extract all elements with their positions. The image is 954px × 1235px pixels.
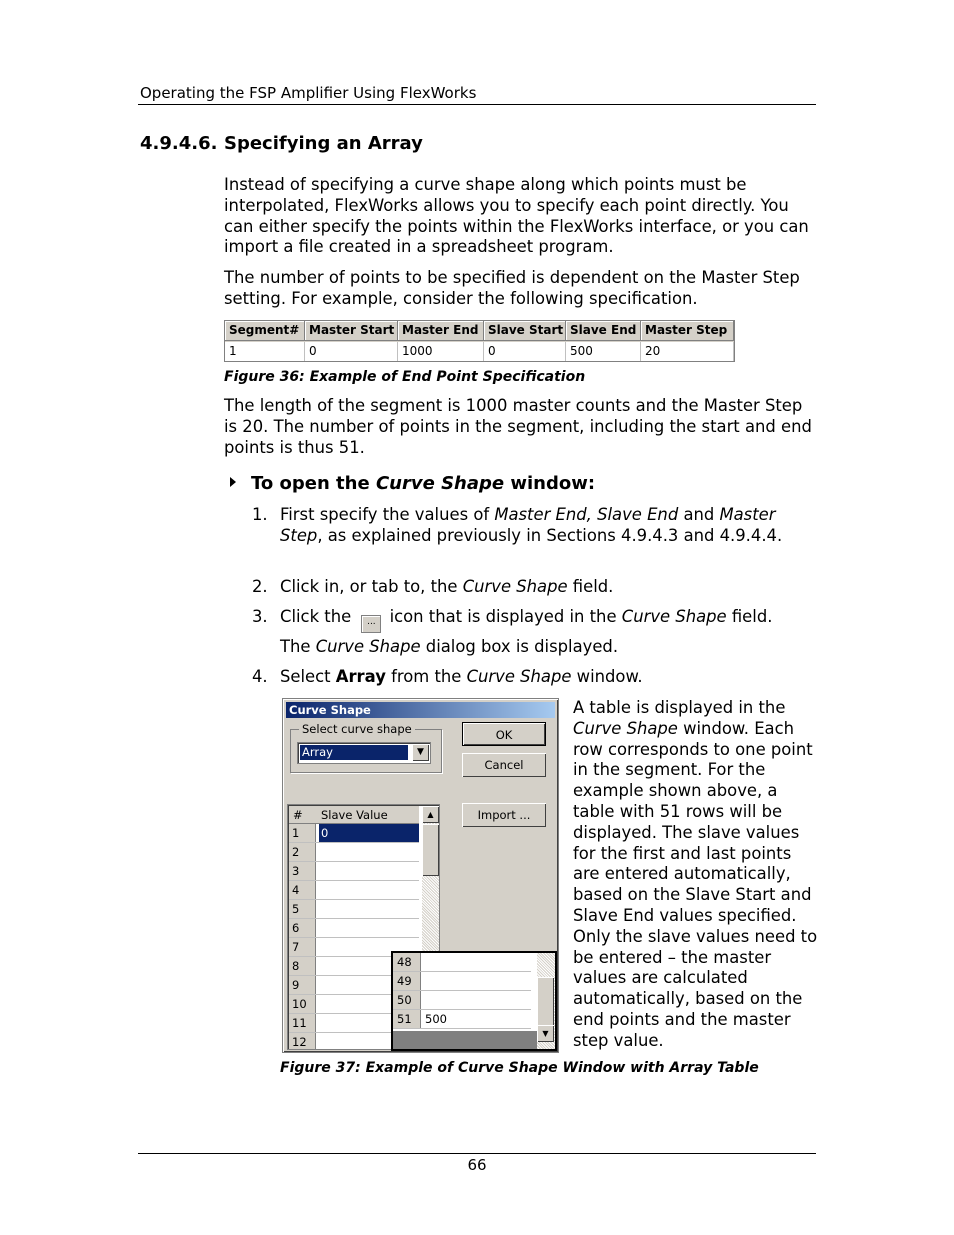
curve-shape-dialog xyxy=(282,698,559,1053)
import-button[interactable]: Import ... xyxy=(462,803,546,827)
data-cell: 500 xyxy=(566,342,641,361)
section-heading xyxy=(140,133,423,154)
paragraph-master-step: The number of points to be specified is dependent on the Master Step setting. For example, consider the following specification. xyxy=(224,268,800,308)
table-row[interactable] xyxy=(289,824,419,843)
slave-value-cell[interactable]: 0 xyxy=(319,824,419,842)
column-header-number: # xyxy=(293,808,303,822)
slave-value-cell[interactable] xyxy=(319,900,419,918)
array-table-end-inset xyxy=(391,951,557,1051)
row-number: 48 xyxy=(393,953,421,971)
row-number: 5 xyxy=(289,900,316,918)
table-row[interactable] xyxy=(289,843,419,862)
end-point-table-header xyxy=(225,321,734,341)
procedure-heading-pre: To open the xyxy=(251,473,376,494)
array-table-header xyxy=(289,806,419,824)
slave-value-cell[interactable] xyxy=(319,862,419,880)
side-em: Curve Shape xyxy=(573,718,678,738)
slave-value-cell[interactable] xyxy=(319,919,419,937)
end-point-table xyxy=(224,320,735,362)
header-cell: Master End xyxy=(398,321,484,341)
row-number: 49 xyxy=(393,972,421,990)
step-em: Master Step xyxy=(280,505,776,545)
row-number: 1 xyxy=(289,824,316,842)
step-em: Curve Shape xyxy=(621,607,727,626)
row-number: 4 xyxy=(289,881,316,899)
slave-value-cell[interactable] xyxy=(319,843,419,861)
section-title: Specifying an Array xyxy=(224,133,423,154)
step-3-note xyxy=(252,637,816,658)
header-cell: Slave End xyxy=(566,321,641,341)
step-text: window. xyxy=(571,667,643,686)
row-number: 7 xyxy=(289,938,316,956)
figure-36-caption: Figure 36: Example of End Point Specification xyxy=(224,369,586,385)
procedure-heading xyxy=(230,473,595,494)
side-paragraph xyxy=(573,698,818,1052)
table-row[interactable] xyxy=(289,919,419,938)
table-row[interactable] xyxy=(393,1010,531,1029)
step-text: , as explained previously in Sections 4.9.4.3 and 4.9.4.4. xyxy=(317,525,783,545)
header-cell: Master Step xyxy=(641,321,734,341)
step-1 xyxy=(252,505,816,547)
step-em: Master End, Slave End xyxy=(494,505,679,524)
data-cell: 0 xyxy=(484,342,566,361)
cancel-button[interactable]: Cancel xyxy=(462,753,546,777)
step-strong: Array xyxy=(335,667,386,686)
row-number: 12 xyxy=(289,1033,316,1050)
row-number: 2 xyxy=(289,843,316,861)
page-number: 66 xyxy=(467,1156,487,1174)
ellipsis-button-icon: ... xyxy=(361,615,381,633)
procedure-heading-post: window: xyxy=(504,473,596,494)
scroll-thumb[interactable] xyxy=(537,977,554,1027)
step-text: and xyxy=(678,505,720,524)
scroll-up-icon[interactable]: ▲ xyxy=(422,806,439,823)
step-2 xyxy=(252,577,816,598)
figure-37-caption: Figure 37: Example of Curve Shape Window with Array Table xyxy=(280,1060,759,1076)
step-4 xyxy=(252,667,816,688)
data-cell: 1000 xyxy=(398,342,484,361)
row-number: 3 xyxy=(289,862,316,880)
dialog-title-bar: Curve Shape xyxy=(286,702,555,718)
step-text: Select xyxy=(280,667,336,686)
step-number: 4. xyxy=(252,667,268,686)
side-text: A table is displayed in the xyxy=(573,698,786,717)
data-cell: 20 xyxy=(641,342,734,361)
scroll-thumb[interactable] xyxy=(422,824,439,876)
table-row[interactable] xyxy=(393,991,531,1010)
step-em: Curve Shape xyxy=(462,577,568,596)
inset-scrollbar[interactable] xyxy=(537,953,555,1049)
step-text: Click the xyxy=(280,607,357,626)
step-number: 3. xyxy=(252,607,268,626)
ok-button[interactable]: OK xyxy=(462,722,546,746)
data-cell: 1 xyxy=(225,342,305,361)
row-number: 11 xyxy=(289,1014,316,1032)
row-number: 8 xyxy=(289,957,316,975)
group-label: Select curve shape xyxy=(299,722,415,736)
paragraph-segment-length: The length of the segment is 1000 master counts and the Master Step is 20. The number of points in the segment, including the start and end points is thus 51. xyxy=(224,396,812,457)
table-row[interactable] xyxy=(289,862,419,881)
data-cell: 0 xyxy=(305,342,398,361)
paragraph-intro: Instead of specifying a curve shape along which points must be interpolated, FlexWorks allows you to specify each point directly. You can either specify the points within the FlexWorks interface, or you can import a file created in a spreadsheet program. xyxy=(224,175,809,257)
row-number: 51 xyxy=(393,1010,421,1028)
row-number: 9 xyxy=(289,976,316,994)
slave-value-cell[interactable] xyxy=(319,881,419,899)
footer-rule xyxy=(138,1153,816,1154)
step-text: from the xyxy=(385,667,467,686)
column-header-slave-value: Slave Value xyxy=(321,808,388,822)
step-text: field. xyxy=(726,607,773,626)
step-text: Click in, or tab to, the xyxy=(280,577,463,596)
end-point-table-row xyxy=(225,342,734,361)
table-row[interactable] xyxy=(393,972,531,991)
header-cell: Master Start xyxy=(305,321,398,341)
section-number: 4.9.4.6. xyxy=(140,133,218,154)
step-number: 1. xyxy=(252,505,268,524)
combo-selected-value: Array xyxy=(300,745,408,760)
step-em: Curve Shape xyxy=(315,637,421,656)
step-3 xyxy=(252,607,816,633)
header-rule xyxy=(138,104,816,105)
curve-shape-select[interactable] xyxy=(297,742,431,764)
header-cell: Slave Start xyxy=(484,321,566,341)
step-text: First specify the values of xyxy=(280,505,495,524)
running-header: Operating the FSP Amplifier Using FlexWorks xyxy=(140,84,477,102)
step-number: 2. xyxy=(252,577,268,596)
row-number: 50 xyxy=(393,991,421,1009)
step-text: dialog box is displayed. xyxy=(420,637,619,656)
step-text: icon that is displayed in the xyxy=(384,607,622,626)
table-row[interactable] xyxy=(289,900,419,919)
triangle-bullet-icon xyxy=(230,477,236,487)
curve-shape-group xyxy=(290,722,442,773)
chevron-down-icon[interactable]: ▼ xyxy=(412,744,429,761)
inset-bottom-bar xyxy=(393,1031,537,1049)
slave-value-cell[interactable]: 500 xyxy=(425,1012,447,1026)
step-em: Curve Shape xyxy=(466,667,572,686)
row-number: 10 xyxy=(289,995,316,1013)
header-cell: Segment# xyxy=(225,321,305,341)
scroll-down-icon[interactable]: ▼ xyxy=(537,1025,554,1042)
procedure-heading-em: Curve Shape xyxy=(375,473,505,494)
table-row[interactable] xyxy=(289,881,419,900)
side-text: window. Each row corresponds to one point in the segment. For the example shown above, a table with 51 rows will be displayed. The slave values for the first and last points are entered automatically, based on the Slave Start and Slave End values specified. Only the slave values need to be entered – the master values are calculated automatically, based on the end points and the master step value. xyxy=(573,718,818,1050)
step-text: The xyxy=(280,637,316,656)
row-number: 6 xyxy=(289,919,316,937)
step-text: field. xyxy=(567,577,614,596)
table-row[interactable] xyxy=(393,953,531,972)
